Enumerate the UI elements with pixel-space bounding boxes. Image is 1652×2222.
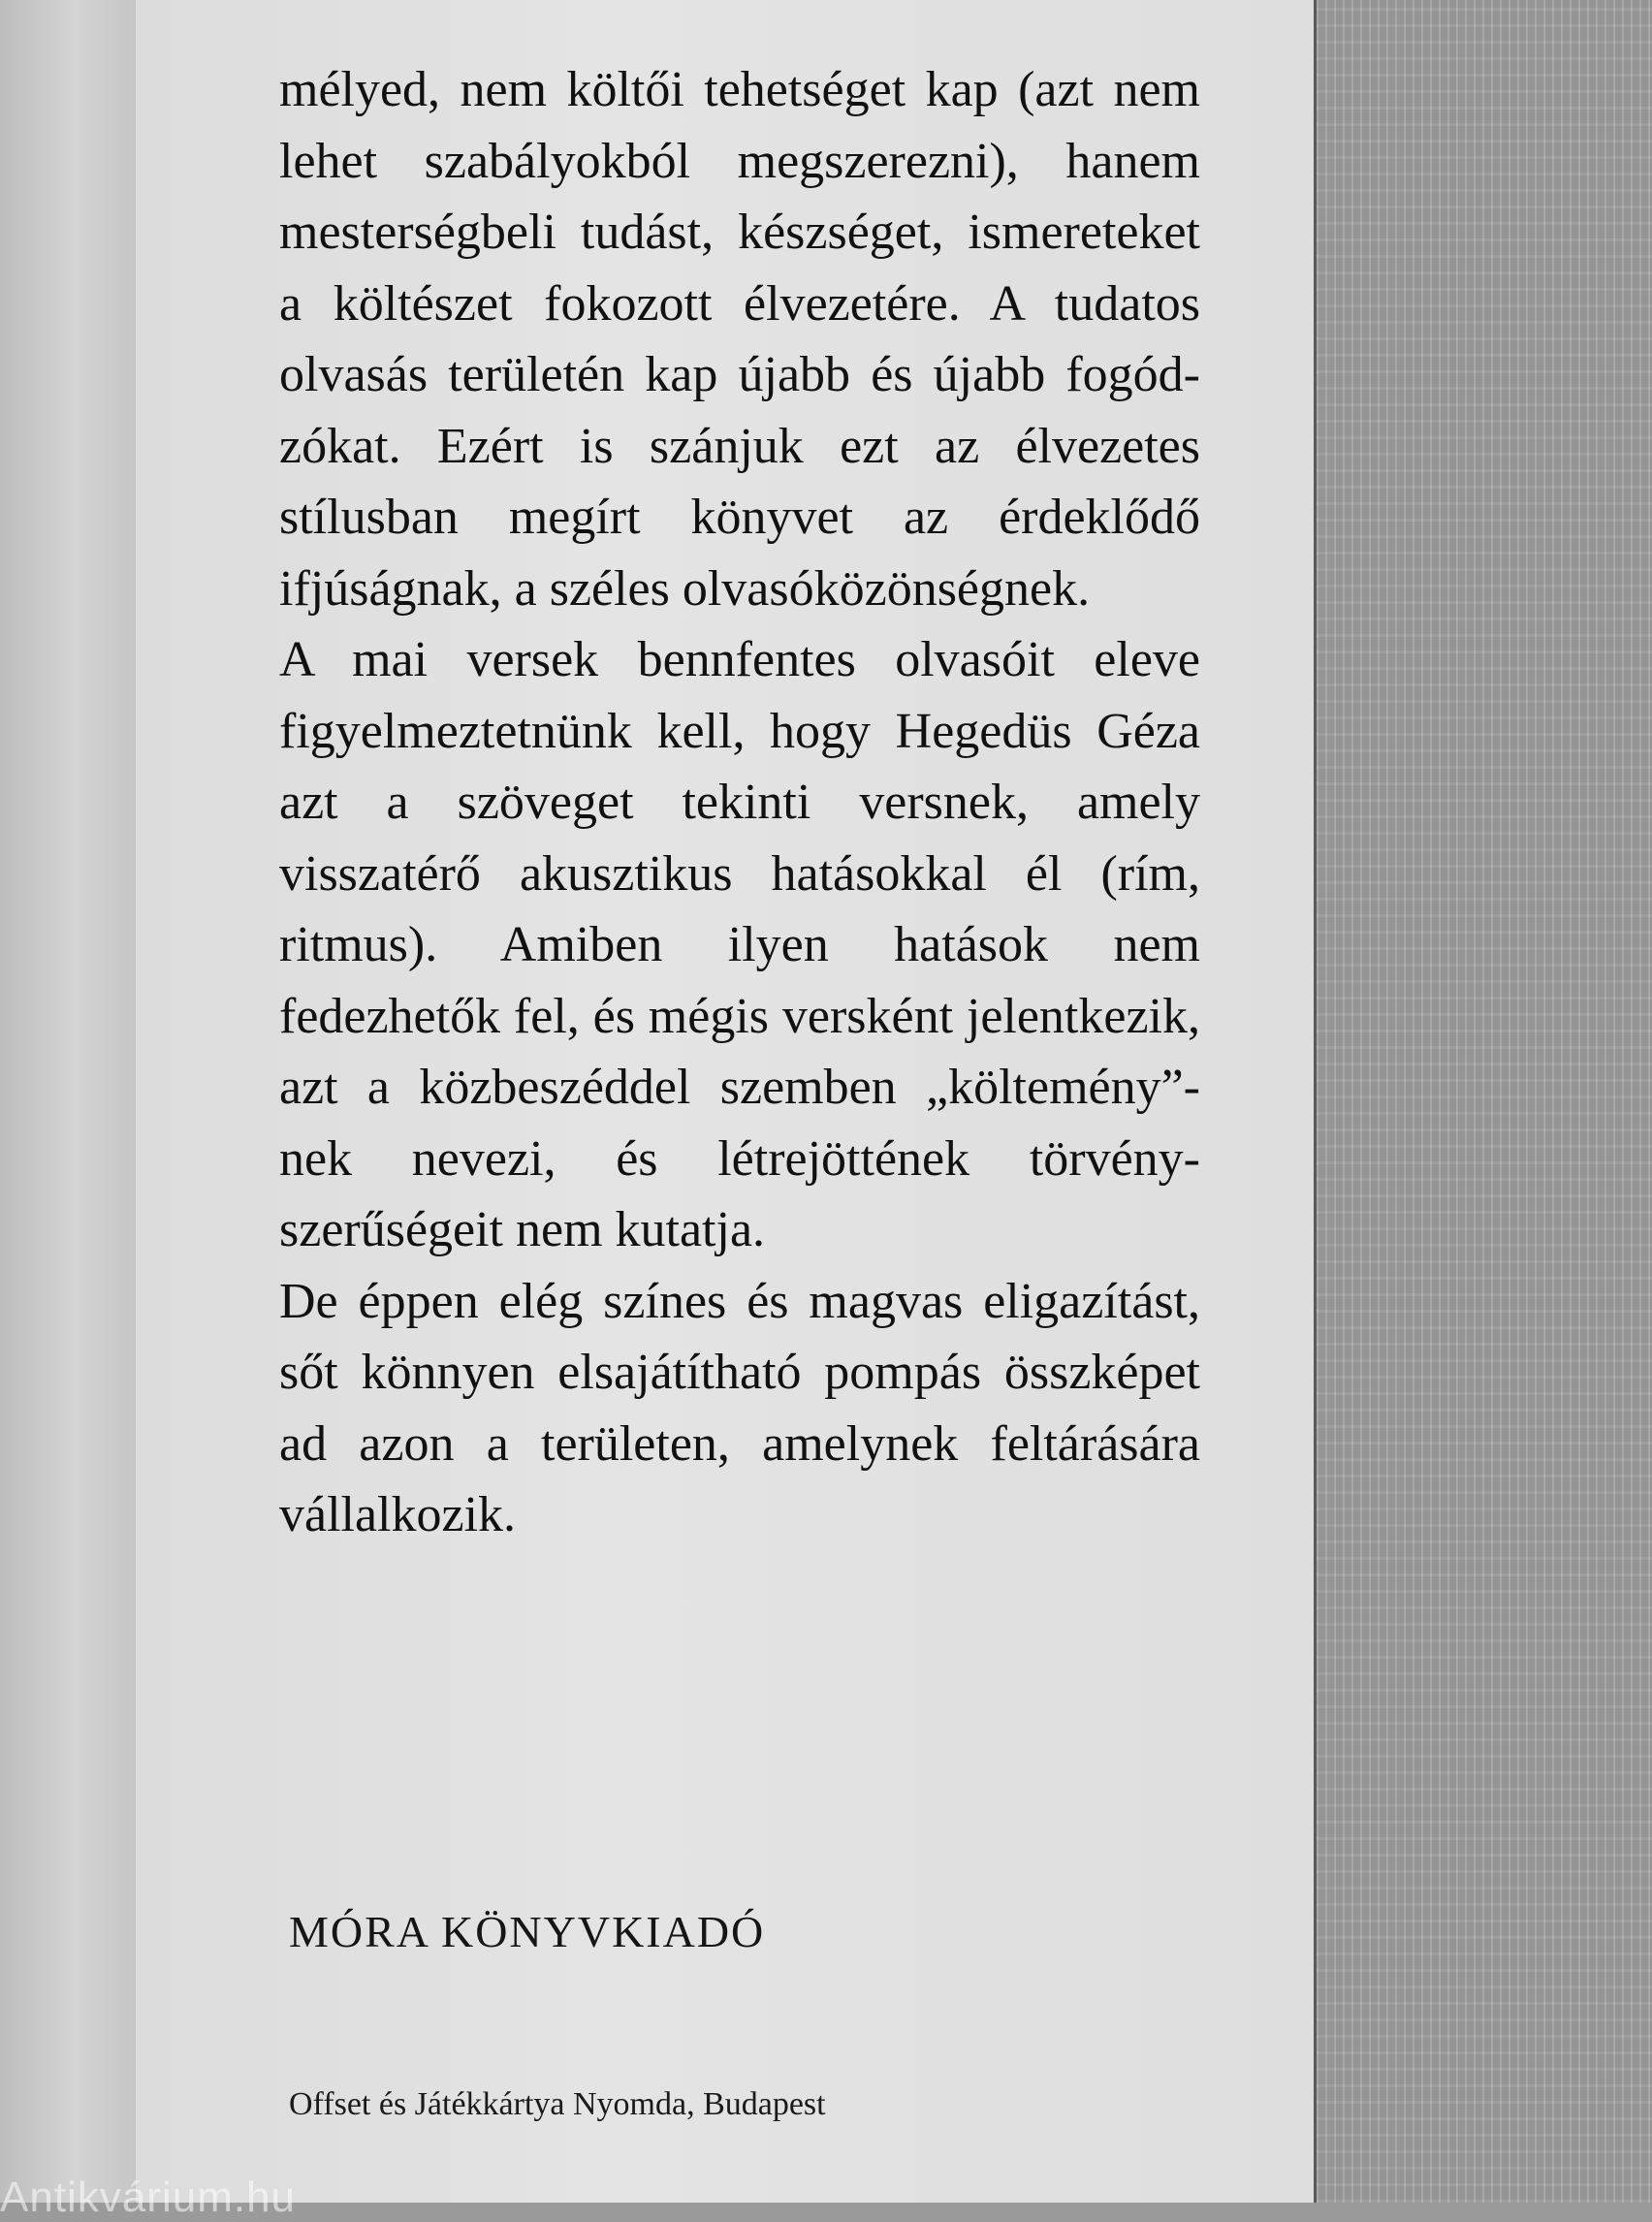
textured-background [1317, 0, 1652, 2203]
printer-credit: Offset és Játékkártya Nyomda, Budapest [289, 2086, 826, 2122]
left-page-edge [0, 0, 138, 2203]
publisher-name: MÓRA KÖNYVKIADÓ [289, 1907, 766, 1956]
paragraph-2: A mai versek bennfentes olvasóit eleve figyelmeztetnünk kell, hogy Hegedüs Géza azt a szöveget tekinti versnek, amely visszatérő akusztikus hatásokkal él (rím, ritmus). Amiben ilyen hatások nem fedezhetők fel, és mégis versként jelentkezik, azt a közbeszéddel szemben „költemény”-nek nevezi, és létrejöttének törvényszerűségeit nem kutatja. [279, 632, 1200, 1257]
flap-text [279, 54, 1200, 1551]
paragraph-3: De éppen elég színes és magvas eligazítást, sőt könnyen elsajátítható pompás összképet ad azon a területen, amelynek feltárására vállalkozik. [279, 1273, 1200, 1542]
paragraph-1: mélyed, nem költői tehetséget kap (azt nem lehet szabályokból megszerezni), hanem mesterségbeli tudást, készséget, ismereteket a költészet fokozott élvezetére. A tudatos olvasás területén kap újabb és újabb fogódzókat. Ezért is szánjuk ezt az élvezetes stílusban megírt könyvet az érdeklődő ifjúságnak, a széles olvasóközönségnek. [279, 62, 1200, 617]
site-watermark: Antikvárium.hu [0, 2174, 297, 2221]
